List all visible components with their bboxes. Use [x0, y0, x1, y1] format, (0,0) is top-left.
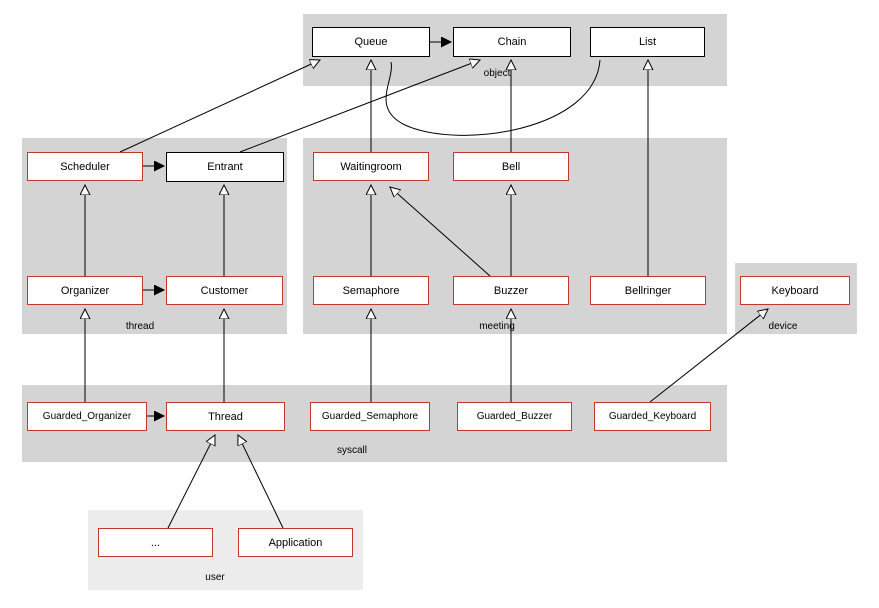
node-list[interactable]: List: [590, 27, 705, 57]
package-label-meeting: meeting: [479, 321, 515, 332]
node-guarded-buzzer[interactable]: Guarded_Buzzer: [457, 402, 572, 431]
node-bellringer[interactable]: Bellringer: [590, 276, 706, 305]
node-chain[interactable]: Chain: [453, 27, 571, 57]
node-waitingroom[interactable]: Waitingroom: [313, 152, 429, 181]
node-guarded-keyboard[interactable]: Guarded_Keyboard: [594, 402, 711, 431]
node-entrant[interactable]: Entrant: [166, 152, 284, 182]
node-guarded-semaphore[interactable]: Guarded_Semaphore: [310, 402, 430, 431]
package-label-thread: thread: [125, 321, 155, 332]
node-guarded-organizer[interactable]: Guarded_Organizer: [27, 402, 147, 431]
node-ellipsis[interactable]: ...: [98, 528, 213, 557]
package-label-user: user: [205, 572, 225, 583]
node-keyboard[interactable]: Keyboard: [740, 276, 850, 305]
node-bell[interactable]: Bell: [453, 152, 569, 181]
node-semaphore[interactable]: Semaphore: [313, 276, 429, 305]
package-label-device: device: [768, 321, 798, 332]
node-queue[interactable]: Queue: [312, 27, 430, 57]
package-label-syscall: syscall: [336, 445, 367, 456]
node-customer[interactable]: Customer: [166, 276, 283, 305]
package-label-object: object: [483, 68, 511, 79]
node-buzzer[interactable]: Buzzer: [453, 276, 569, 305]
node-organizer[interactable]: Organizer: [27, 276, 143, 305]
node-application[interactable]: Application: [238, 528, 353, 557]
node-scheduler[interactable]: Scheduler: [27, 152, 143, 181]
node-thread[interactable]: Thread: [166, 402, 285, 431]
